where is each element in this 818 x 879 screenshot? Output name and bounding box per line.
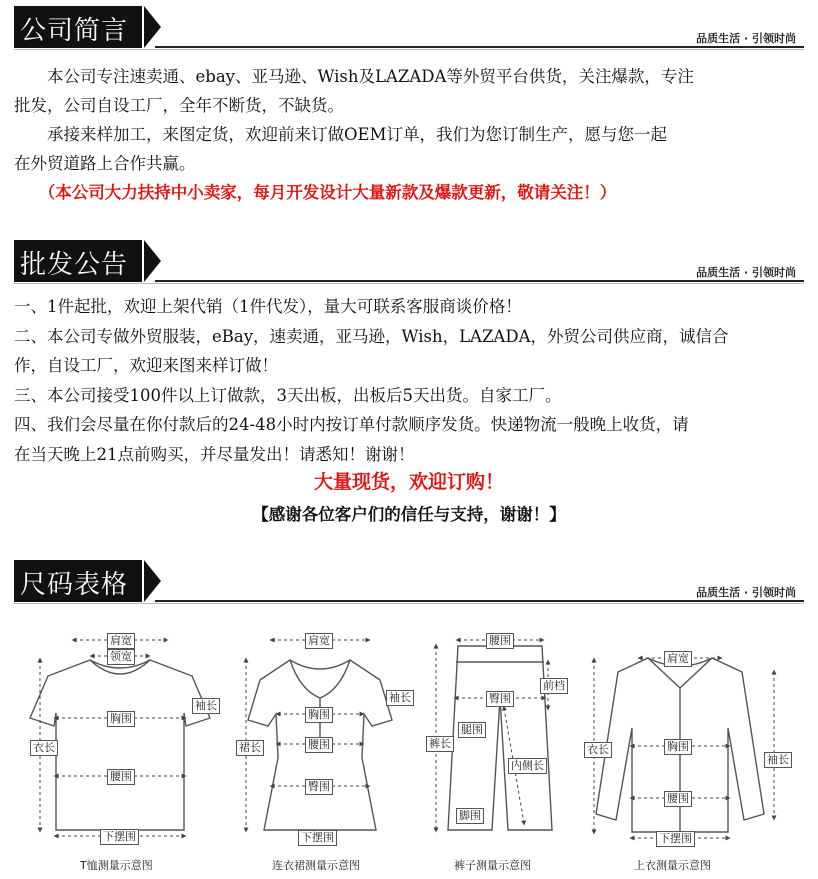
wholesale-notice xyxy=(14,292,804,469)
tshirt-caption: T恤测量示意图 xyxy=(80,859,153,872)
dress-sleeve-label: 袖长 xyxy=(386,690,414,706)
section-title: 批发公告 xyxy=(20,250,129,280)
notice-line: 三、本公司接受100件以上订做款，3天出板，出板后5天出货。自家工厂。 xyxy=(14,385,562,405)
tshirt-waist-label: 腰围 xyxy=(107,769,135,785)
size-section-header xyxy=(0,560,818,604)
notice-line: 在当天晚上21点前购买，并尽量发出！请悉知！谢谢！ xyxy=(14,444,415,464)
header-slogan: 品质生活 · 引领时尚 xyxy=(696,586,796,599)
header-slogan: 品质生活 · 引领时尚 xyxy=(696,32,796,45)
intro-line: 本公司专注速卖通、ebay、亚马逊、Wish及LAZADA等外贸平台供货，关注爆款，专注 xyxy=(47,67,694,86)
header-divider-thin xyxy=(14,603,804,604)
intro-line: 批发，公司自设工厂，全年不断货，不缺货。 xyxy=(14,96,344,115)
pants-thigh-label: 腿围 xyxy=(458,722,486,738)
company-section-header xyxy=(0,6,818,50)
thanks-line: 【感谢各位客户们的信任与支持，谢谢！】 xyxy=(252,505,566,524)
pants-leg-opening-label: 脚围 xyxy=(456,808,484,824)
header-divider xyxy=(155,46,804,48)
notice-line: 一、1件起批，欢迎上架代销（1件代发），量大可联系客服商谈价格！ xyxy=(14,297,522,316)
header-slogan: 品质生活 · 引领时尚 xyxy=(696,266,796,279)
intro-line: 承接来样加工，来图定货，欢迎前来订做OEM订单，我们为您订制生产，愿与您一起 xyxy=(47,125,667,144)
intro-line: 在外贸道路上合作共赢。 xyxy=(14,154,196,173)
dress-hip-label: 臀围 xyxy=(305,779,333,795)
notice-line: 四、我们会尽量在你付款后的24-48小时内按订单付款顺序发货。快递物流一般晚上收货，请 xyxy=(14,415,689,434)
company-notice: （本公司大力扶持中小卖家，每月开发设计大量新款及爆款更新，敬请关注！） xyxy=(38,183,617,202)
section-title: 尺码表格 xyxy=(20,570,129,600)
header-divider xyxy=(155,280,804,282)
pants-caption: 裤子测量示意图 xyxy=(454,859,531,872)
coat-hem-label: 下摆围 xyxy=(656,831,695,847)
pants-rise-label: 前档 xyxy=(540,678,568,694)
dress-length-label: 裙长 xyxy=(236,740,264,756)
tshirt-sleeve-label: 袖长 xyxy=(192,698,220,714)
pants-waist-label: 腰围 xyxy=(486,633,514,649)
pants-length-label: 裤长 xyxy=(426,736,454,752)
section-title: 公司简言 xyxy=(20,16,129,46)
tshirt-collar-label: 领宽 xyxy=(107,649,135,665)
wholesale-section-header xyxy=(0,240,818,284)
tshirt-hem-label: 下摆围 xyxy=(100,829,139,845)
header-divider-thin xyxy=(14,49,804,50)
pants-hip-label: 臀围 xyxy=(486,691,514,707)
dress-chest-label: 胸围 xyxy=(305,707,333,723)
notice-line: 二、本公司专做外贸服装，eBay，速卖通，亚马逊，Wish，LAZADA，外贸公司供应商，诚信合 xyxy=(14,326,729,346)
dress-caption: 连衣裙测量示意图 xyxy=(272,859,360,872)
tshirt-length-label: 衣长 xyxy=(30,740,58,756)
dress-waist-label: 腰围 xyxy=(305,737,333,753)
pants-inseam-label: 内侧长 xyxy=(508,758,547,774)
header-divider-thin xyxy=(14,283,804,284)
header-divider xyxy=(155,600,804,602)
stock-highlight: 大量现货，欢迎订购！ xyxy=(313,471,504,493)
company-intro xyxy=(14,62,804,207)
coat-caption: 上衣测量示意图 xyxy=(634,859,711,872)
section-title-tab xyxy=(14,560,162,602)
dress-shoulder-label: 肩宽 xyxy=(305,633,333,649)
section-title-tab xyxy=(14,6,162,48)
measure-labels xyxy=(0,618,818,878)
dress-hem-label: 下摆围 xyxy=(298,830,337,846)
coat-chest-label: 胸围 xyxy=(664,739,692,755)
section-title-tab xyxy=(14,240,162,282)
tshirt-chest-label: 胸围 xyxy=(107,711,135,727)
coat-sleeve-label: 袖长 xyxy=(764,752,792,768)
tshirt-shoulder-label: 肩宽 xyxy=(107,633,135,649)
coat-waist-label: 腰围 xyxy=(664,791,692,807)
coat-length-label: 衣长 xyxy=(584,742,612,758)
notice-line: 作，自设工厂，欢迎来图来样订做！ xyxy=(14,356,278,375)
coat-shoulder-label: 肩宽 xyxy=(664,651,692,667)
